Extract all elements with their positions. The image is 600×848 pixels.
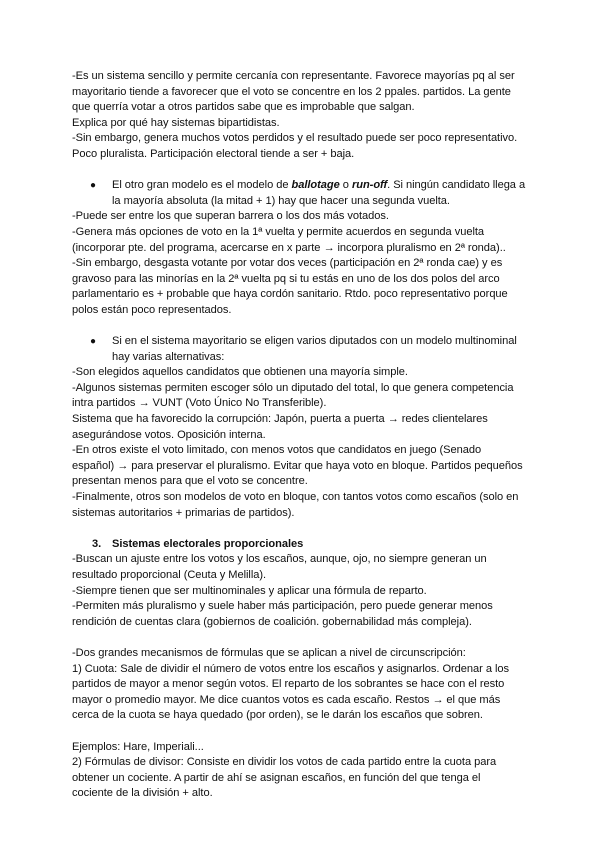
text-line: -Permiten más pluralismo y suele haber más participación, pero puede generar menos (72, 600, 493, 613)
text-line: 2) Fórmulas de divisor: Consiste en dividir los votos de cada partido entre la cuota para (72, 756, 497, 769)
spacer (72, 724, 530, 740)
bullet-icon: ● (90, 180, 96, 192)
text-line: cociente de la división + alto. (72, 787, 213, 800)
text-line: Ejemplos: Hare, Imperiali... (72, 740, 204, 753)
text-line: -Siempre tienen que ser multinominales y aplicar una fórmula de reparto. (72, 584, 427, 597)
spacer (72, 163, 530, 179)
text-line: parlamentario es + probable que haya cordón sanitario. Rtdo. poco representativo porque (72, 288, 508, 301)
text-line: español) → para preservar el pluralismo. Evitar que haya voto en bloque. Partidos pequeños (72, 459, 523, 472)
text-line: mayor o promedio mayor. Me dice cuantos votos es cada escaño. Restos → el que más (72, 693, 501, 706)
text-line: asegurándose votos. Oposición interna. (72, 428, 266, 441)
paragraph-mayoritario-pros (72, 69, 530, 163)
text-line: que querría votar a otros partidos sabe que es improbable que salgan. (72, 101, 415, 114)
text-line: Explica por qué hay sistemas bipartidistas. (72, 116, 280, 129)
paragraph-divisor (72, 740, 530, 802)
text-line: sistemas autoritarios + primarias de partidos). (72, 506, 295, 519)
text-line: Sistema que ha favorecido la corrupción: Japón, puerta a puerta → redes clientelares (72, 413, 488, 426)
text-line: -Algunos sistemas permiten escoger sólo un diputado del total, lo que genera competencia (72, 381, 514, 394)
bullet-text: . Si ningún candidato llega a (387, 179, 526, 192)
text-line: gravoso para las minorías en la 2ª vuelta pq si tu estás en uno de los dos polos del arco (72, 272, 500, 285)
text-line: resultado proporcional (Ceuta y Melilla). (72, 569, 267, 581)
text-line: cerca de la cuota se haya quedado (por orden), se le darán los escaños que sobren. (72, 709, 483, 722)
spacer (72, 630, 530, 646)
section-heading (72, 537, 530, 553)
text-line: -En otros existe el voto limitado, con menos votos que candidatos en juego (Senado (72, 444, 482, 457)
text-line: intra partidos → VUNT (Voto Único No Transferible). (72, 397, 327, 410)
paragraph-multinominal (72, 365, 530, 521)
bullet-icon: ● (90, 336, 96, 348)
section-title: Sistemas electorales proporcionales (112, 537, 304, 550)
text-line: -Sin embargo, desgasta votante por votar dos veces (participación en 2ª ronda cae) y es (72, 257, 503, 270)
bullet-text: Si en el sistema mayoritario se eligen varios diputados con un modelo multinominal (112, 335, 517, 348)
spacer (72, 319, 530, 335)
term-run-off: run-off (351, 179, 388, 192)
text-line: 1) Cuota: Sale de dividir el número de votos entre los escaños y asignarlos. Ordenar a los (72, 662, 510, 675)
section-number: 3. (92, 537, 102, 550)
paragraph-ballotage (72, 209, 530, 318)
text-line: Poco pluralista. Participación electoral tiende a ser + baja. (72, 147, 355, 160)
bullet-text: o (339, 179, 352, 192)
text-line: -Son elegidos aquellos candidatos que obtienen una mayoría simple. (72, 366, 408, 379)
bullet-multinominal (72, 334, 530, 365)
term-ballotage: ballotage (291, 179, 340, 192)
text-line: rendición de cuentas clara (gobiernos de coalición. gobernabilidad más compleja). (72, 615, 472, 628)
text-line: -Finalmente, otros son modelos de voto en bloque, con tantos votos como escaños (solo en (72, 491, 519, 504)
text-line: presentan menos para que el voto se concentre. (72, 475, 308, 488)
text-line: partidos de mayor a menor según votos. El reparto de los sobrantes se hace con el resto (72, 678, 505, 691)
text-line: -Es un sistema sencillo y permite cercanía con representante. Favorece mayorías pq al ser (72, 70, 515, 82)
text-line: -Genera más opciones de voto en la 1ª vuelta y permite acuerdos en segunda vuelta (72, 225, 485, 238)
bullet-continuation: hay varias alternativas: (112, 350, 225, 363)
text-line: -Sin embargo, genera muchos votos perdidos y el resultado puede ser poco representativo. (72, 132, 518, 145)
spacer (72, 521, 530, 537)
text-line: mayoritario tiende a favorecer que el voto se concentre en los 2 ppales. partidos. La gente (72, 85, 511, 98)
paragraph-formulas (72, 646, 530, 724)
text-line: polos están poco representados. (72, 303, 232, 316)
text-line: -Dos grandes mecanismos de fórmulas que se aplican a nivel de circunscripción: (72, 646, 466, 659)
bullet-line (72, 334, 530, 350)
text-line: -Buscan un ajuste entre los votos y los escaños, aunque, ojo, no siempre generan un (72, 553, 487, 566)
text-line: (incorporar pte. del programa, acercarse en x parte → incorpora pluralismo en 2ª ronda).. (72, 241, 506, 254)
bullet-text: El otro gran modelo es el modelo de (112, 179, 292, 192)
bullet-line (72, 178, 530, 194)
bullet-continuation: la mayoría absoluta (la mitad + 1) hay que hacer una segunda vuelta. (112, 194, 450, 207)
paragraph-proporcionales (72, 552, 530, 630)
text-line: -Puede ser entre los que superan barrera o los dos más votados. (72, 210, 389, 223)
bullet-ballotage (72, 178, 530, 209)
text-line: obtener un cociente. A partir de ahí se asignan escaños, en función del que tenga el (72, 771, 481, 784)
